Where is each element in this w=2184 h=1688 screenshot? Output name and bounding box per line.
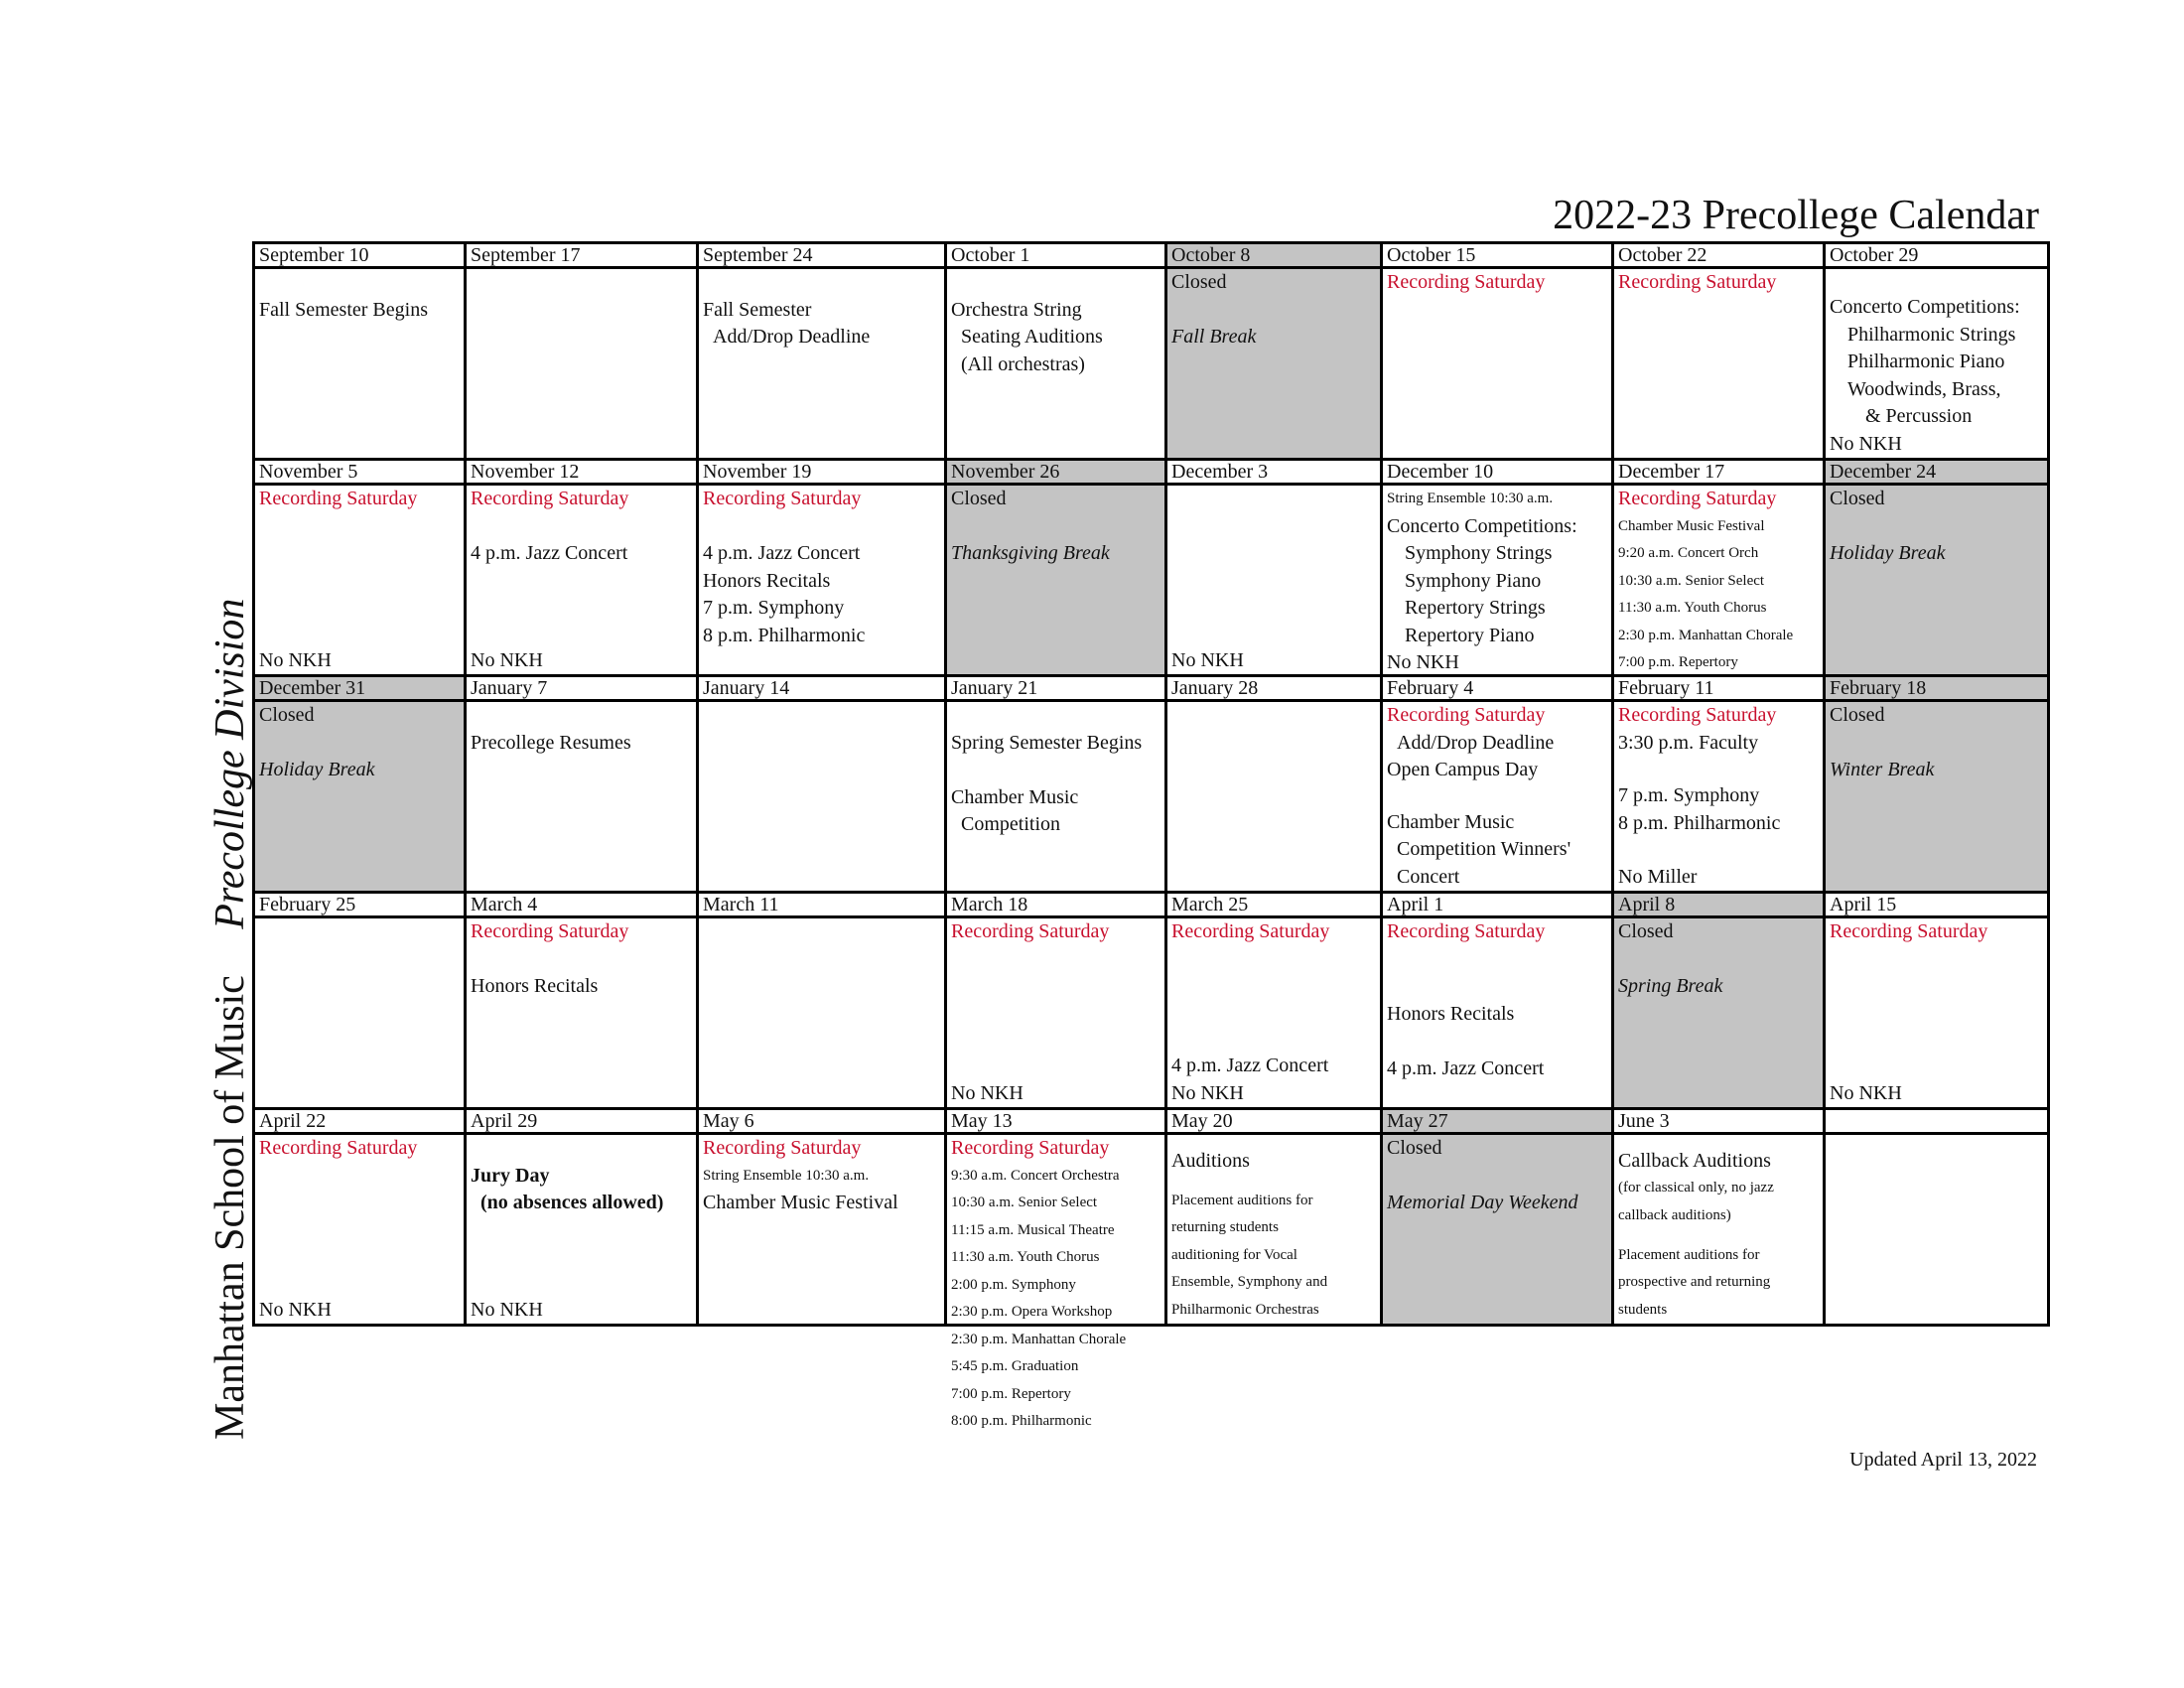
day-events (703, 918, 940, 1107)
event-line: Thanksgiving Break (951, 542, 1110, 564)
recording-saturday-label: Recording Saturday (951, 920, 1110, 942)
event-line: Placement auditions for (1171, 1192, 1313, 1208)
day-cell (1382, 917, 1613, 1109)
day-cell (254, 917, 466, 1109)
date-cell: February 4 (1382, 676, 1613, 701)
side-label (206, 546, 254, 1440)
recording-saturday-label: Recording Saturday (471, 920, 629, 942)
event-line: No NKH (1830, 432, 1902, 455)
date-cell: October 22 (1613, 243, 1825, 268)
day-cell (254, 701, 466, 893)
event-line: 11:15 a.m. Musical Theatre (951, 1221, 1115, 1238)
event-line: Chamber Music Festival (703, 1192, 898, 1213)
day-cell (698, 1134, 946, 1326)
day-events (1387, 269, 1607, 458)
day-events (703, 1135, 940, 1324)
event-line: String Ensemble 10:30 a.m. (1387, 491, 1554, 506)
day-events (259, 1135, 460, 1324)
date-cell: June 3 (1613, 1109, 1825, 1134)
event-line: & Percussion (1865, 405, 1973, 427)
recording-saturday-label: Recording Saturday (1387, 920, 1546, 942)
event-line: Closed (1830, 488, 1885, 509)
event-line: (for classical only, no jazz (1618, 1180, 1774, 1196)
day-events (951, 702, 1160, 891)
day-events (471, 702, 692, 891)
event-line: Chamber Music (951, 785, 1079, 808)
spacer (1387, 784, 1607, 809)
date-cell: March 11 (698, 893, 946, 917)
day-cell (254, 1134, 466, 1326)
week-row (254, 701, 2049, 893)
date-cell: December 10 (1382, 460, 1613, 485)
event-line: No NKH (471, 1298, 543, 1321)
event-line: Philharmonic Strings (1847, 323, 2016, 346)
event-line: 7:00 p.m. Repertory (1618, 654, 1738, 670)
event-line: Memorial Day Weekend (1387, 1192, 1578, 1213)
day-cell (946, 268, 1166, 460)
day-cell (698, 917, 946, 1109)
day-events (1830, 1135, 2043, 1324)
event-line: (All orchestras) (961, 352, 1085, 375)
spacer (471, 513, 692, 541)
event-line: No NKH (951, 1081, 1024, 1104)
event-line: 10:30 a.m. Senior Select (1618, 572, 1765, 589)
day-cell (1382, 268, 1613, 460)
event-line: Chamber Music (1387, 810, 1515, 833)
event-line: Concerto Competitions: (1387, 514, 1577, 537)
day-cell (1825, 268, 2049, 460)
date-cell: February 11 (1613, 676, 1825, 701)
event-line: Ensemble, Symphony and (1171, 1274, 1328, 1290)
day-cell (1166, 917, 1382, 1109)
event-line: Winter Break (1830, 759, 1935, 780)
spacer (1387, 1028, 1607, 1055)
event-line: Woodwinds, Brass, (1847, 377, 2001, 400)
spacer (1618, 1135, 1819, 1148)
event-line: callback auditions) (1618, 1206, 1731, 1223)
event-line: Honors Recitals (471, 975, 599, 997)
day-events (703, 486, 940, 674)
date-row (254, 460, 2049, 485)
school-name: Manhattan School of Music (207, 975, 253, 1440)
event-line: Closed (1387, 1137, 1442, 1159)
event-line: 7:00 p.m. Repertory (951, 1385, 1071, 1402)
event-line: 10:30 a.m. Senior Select (951, 1195, 1098, 1210)
date-cell: December 24 (1825, 460, 2049, 485)
date-cell: September 10 (254, 243, 466, 268)
day-events (1618, 1135, 1819, 1324)
event-line: prospective and returning (1618, 1274, 1771, 1290)
date-cell: December 31 (254, 676, 466, 701)
event-line: Auditions (1171, 1149, 1250, 1172)
spacer (471, 946, 692, 974)
day-cell (466, 268, 698, 460)
event-line: 11:30 a.m. Youth Chorus (1618, 600, 1767, 616)
event-line: No NKH (471, 648, 543, 671)
event-line: Symphony Strings (1405, 542, 1553, 564)
day-events (1830, 918, 2043, 1107)
event-line: Holiday Break (259, 759, 375, 780)
day-cell (1825, 1134, 2049, 1326)
day-cell (254, 485, 466, 676)
event-line: students (1618, 1301, 1668, 1318)
event-line: Callback Auditions (1618, 1149, 1771, 1172)
day-cell (1166, 268, 1382, 460)
day-events (951, 1135, 1160, 1429)
day-events (1387, 1135, 1607, 1324)
recording-saturday-label: Recording Saturday (1830, 920, 1988, 942)
day-cell (946, 1134, 1166, 1429)
event-line: Honors Recitals (1387, 1002, 1515, 1025)
event-line: Symphony Piano (1405, 569, 1542, 592)
event-line: Competition (961, 813, 1060, 835)
day-cell (1825, 917, 2049, 1109)
day-events (1171, 486, 1376, 674)
event-line: 2:00 p.m. Symphony (951, 1276, 1076, 1293)
day-cell (1825, 485, 2049, 676)
spacer (1618, 837, 1819, 863)
date-cell: October 1 (946, 243, 1166, 268)
spacer (1830, 269, 2043, 294)
event-line: 7 p.m. Symphony (703, 597, 845, 619)
event-line: Precollege Resumes (471, 731, 631, 754)
day-cell (466, 1134, 698, 1326)
event-line: Spring Semester Begins (951, 731, 1143, 754)
event-line: No NKH (1830, 1081, 1902, 1104)
event-line: Open Campus Day (1387, 759, 1539, 780)
day-cell (698, 268, 946, 460)
spacer (951, 757, 1160, 784)
recording-saturday-label: Recording Saturday (1387, 271, 1546, 293)
spacer (471, 1135, 692, 1163)
date-cell: September 24 (698, 243, 946, 268)
day-cell (946, 917, 1166, 1109)
event-line: Spring Break (1618, 975, 1723, 997)
date-cell: October 8 (1166, 243, 1382, 268)
recording-saturday-label: Recording Saturday (1618, 704, 1777, 726)
day-events (1830, 269, 2043, 458)
spacer (1618, 946, 1819, 974)
day-cell (1613, 1134, 1825, 1326)
date-cell: May 27 (1382, 1109, 1613, 1134)
date-cell: March 4 (466, 893, 698, 917)
date-cell: March 18 (946, 893, 1166, 917)
day-cell (946, 701, 1166, 893)
date-row (254, 1109, 2049, 1134)
event-line: 8 p.m. Philharmonic (703, 624, 866, 646)
spacer (259, 730, 460, 758)
event-line: Concert (1397, 865, 1460, 888)
date-cell: January 21 (946, 676, 1166, 701)
date-cell: September 17 (466, 243, 698, 268)
event-line: (no absences allowed) (480, 1192, 664, 1213)
recording-saturday-label: Recording Saturday (259, 1137, 418, 1159)
spacer (1171, 1135, 1376, 1148)
recording-saturday-label: Recording Saturday (703, 1137, 862, 1159)
day-events (1387, 918, 1607, 1107)
day-events (1618, 918, 1819, 1107)
event-line: auditioning for Vocal (1171, 1246, 1297, 1263)
day-cell (1166, 485, 1382, 676)
recording-saturday-label: Recording Saturday (1171, 920, 1330, 942)
day-cell (1382, 485, 1613, 676)
date-cell: November 19 (698, 460, 946, 485)
day-events (1171, 269, 1376, 458)
event-line: No NKH (259, 1298, 332, 1321)
event-line: 8:00 p.m. Philharmonic (951, 1413, 1092, 1429)
event-line: No NKH (259, 648, 332, 671)
event-line: 4 p.m. Jazz Concert (1171, 1055, 1329, 1076)
date-cell: December 17 (1613, 460, 1825, 485)
day-cell (1382, 701, 1613, 893)
date-cell: December 3 (1166, 460, 1382, 485)
date-cell: October 15 (1382, 243, 1613, 268)
day-cell (466, 917, 698, 1109)
spacer (951, 513, 1160, 541)
day-events (259, 702, 460, 891)
event-line: Add/Drop Deadline (1397, 731, 1555, 754)
event-line: Placement auditions for (1618, 1246, 1760, 1263)
event-line: Chamber Music Festival (1618, 517, 1765, 534)
event-line: Fall Semester (703, 298, 812, 321)
event-line: Honors Recitals (703, 569, 831, 592)
spacer (471, 702, 692, 730)
day-cell (1166, 701, 1382, 893)
event-line: Closed (259, 704, 315, 726)
date-cell: January 14 (698, 676, 946, 701)
day-cell (466, 701, 698, 893)
recording-saturday-label: Recording Saturday (471, 488, 629, 509)
date-cell: April 29 (466, 1109, 698, 1134)
date-cell: May 6 (698, 1109, 946, 1134)
spacer (1618, 757, 1819, 782)
day-cell (254, 268, 466, 460)
event-line: 7 p.m. Symphony (1618, 784, 1760, 807)
event-line: Holiday Break (1830, 542, 1946, 564)
spacer (1171, 1175, 1376, 1188)
event-line: Philharmonic Piano (1847, 351, 2005, 372)
day-cell (1613, 268, 1825, 460)
day-events (259, 486, 460, 674)
spacer (1171, 297, 1376, 325)
day-cell (1613, 485, 1825, 676)
day-events (471, 918, 692, 1107)
day-events (951, 269, 1160, 458)
event-line: Closed (1618, 920, 1674, 942)
day-events (1830, 702, 2043, 891)
date-cell: October 29 (1825, 243, 2049, 268)
event-line: 4 p.m. Jazz Concert (703, 542, 861, 564)
day-events (1171, 702, 1376, 891)
updated-note: Updated April 13, 2022 (1849, 1449, 2037, 1471)
spacer (703, 269, 940, 297)
date-cell: January 28 (1166, 676, 1382, 701)
day-cell (1613, 917, 1825, 1109)
day-events (703, 269, 940, 458)
spacer (1387, 1163, 1607, 1191)
event-line: 9:30 a.m. Concert Orchestra (951, 1167, 1120, 1184)
date-cell (1825, 1109, 2049, 1134)
week-row (254, 268, 2049, 460)
date-cell: April 22 (254, 1109, 466, 1134)
day-cell (698, 701, 946, 893)
date-row (254, 243, 2049, 268)
day-cell (698, 485, 946, 676)
event-line: 9:20 a.m. Concert Orch (1618, 545, 1759, 561)
date-cell: March 25 (1166, 893, 1382, 917)
calendar-table (252, 241, 2050, 1429)
day-events (951, 486, 1160, 674)
event-line: Repertory Piano (1405, 624, 1535, 646)
spacer (259, 269, 460, 297)
day-cell (1613, 701, 1825, 893)
event-line: Seating Auditions (961, 326, 1103, 348)
date-cell: November 12 (466, 460, 698, 485)
date-cell: May 13 (946, 1109, 1166, 1134)
day-events (471, 486, 692, 674)
day-events (259, 269, 460, 458)
event-line: Repertory Strings (1405, 597, 1546, 619)
date-cell: November 5 (254, 460, 466, 485)
day-events (1618, 486, 1819, 674)
event-line: 11:30 a.m. Youth Chorus (951, 1249, 1100, 1265)
day-cell (1166, 1134, 1382, 1326)
event-line: 2:30 p.m. Manhattan Chorale (951, 1331, 1127, 1347)
day-events (471, 1135, 692, 1324)
event-line: 5:45 p.m. Graduation (951, 1358, 1079, 1374)
date-cell: April 8 (1613, 893, 1825, 917)
day-events (1387, 486, 1607, 674)
event-line: 2:30 p.m. Manhattan Chorale (1618, 627, 1794, 643)
week-row (254, 1134, 2049, 1326)
day-events (1618, 702, 1819, 891)
event-line: Orchestra String (951, 298, 1082, 321)
event-line: String Ensemble 10:30 a.m. (703, 1167, 870, 1184)
recording-saturday-label: Recording Saturday (1618, 488, 1777, 509)
day-events (1171, 918, 1376, 1107)
recording-saturday-label: Recording Saturday (259, 488, 418, 509)
spacer (951, 269, 1160, 297)
event-line: No NKH (1387, 651, 1459, 673)
date-cell: April 1 (1382, 893, 1613, 917)
spacer (1387, 946, 1607, 974)
recording-saturday-label: Recording Saturday (703, 488, 862, 509)
date-cell: January 7 (466, 676, 698, 701)
page-title: 2022-23 Precollege Calendar (1553, 193, 2039, 238)
event-line: Closed (1171, 271, 1227, 293)
spacer (703, 513, 940, 541)
date-cell: April 15 (1825, 893, 2049, 917)
event-line: Competition Winners' (1397, 838, 1571, 860)
day-events (703, 702, 940, 891)
day-cell (1382, 1134, 1613, 1326)
recording-saturday-label: Recording Saturday (1387, 704, 1546, 726)
event-line: No Miller (1618, 865, 1698, 888)
event-line: Fall Break (1171, 326, 1257, 348)
date-cell: November 26 (946, 460, 1166, 485)
event-line: No NKH (1171, 1081, 1244, 1104)
day-cell (1825, 701, 2049, 893)
event-line: returning students (1171, 1219, 1279, 1235)
date-cell: February 25 (254, 893, 466, 917)
spacer (1830, 513, 2043, 541)
event-line: 4 p.m. Jazz Concert (471, 542, 628, 564)
event-line: 3:30 p.m. Faculty (1618, 731, 1759, 754)
event-line: Concerto Competitions: (1830, 296, 2020, 318)
day-events (1618, 269, 1819, 458)
spacer (951, 702, 1160, 730)
event-line: Fall Semester Begins (259, 298, 428, 321)
day-events (951, 918, 1160, 1107)
event-line: Philharmonic Orchestras (1171, 1301, 1319, 1318)
event-line: 4 p.m. Jazz Concert (1387, 1056, 1545, 1079)
day-events (1387, 702, 1607, 891)
division-name: Precollege Division (207, 598, 253, 929)
recording-saturday-label: Recording Saturday (951, 1137, 1110, 1159)
event-line: Jury Day (471, 1164, 550, 1187)
date-cell: May 20 (1166, 1109, 1382, 1134)
day-events (1830, 486, 2043, 674)
week-row (254, 485, 2049, 676)
day-events (1171, 1135, 1376, 1324)
event-line: 8 p.m. Philharmonic (1618, 811, 1781, 834)
event-line: Closed (951, 488, 1007, 509)
event-line: No NKH (1171, 648, 1244, 671)
event-line: Add/Drop Deadline (713, 326, 871, 348)
spacer (1830, 730, 2043, 758)
day-events (471, 269, 692, 458)
day-events (259, 918, 460, 1107)
week-row (254, 917, 2049, 1109)
date-cell: February 18 (1825, 676, 2049, 701)
spacer (1387, 973, 1607, 1001)
event-line: Closed (1830, 704, 1885, 726)
recording-saturday-label: Recording Saturday (1618, 271, 1777, 293)
date-row (254, 676, 2049, 701)
event-line: 2:30 p.m. Opera Workshop (951, 1304, 1113, 1320)
day-cell (946, 485, 1166, 676)
date-row (254, 893, 2049, 917)
day-cell (466, 485, 698, 676)
spacer (1618, 1229, 1819, 1242)
